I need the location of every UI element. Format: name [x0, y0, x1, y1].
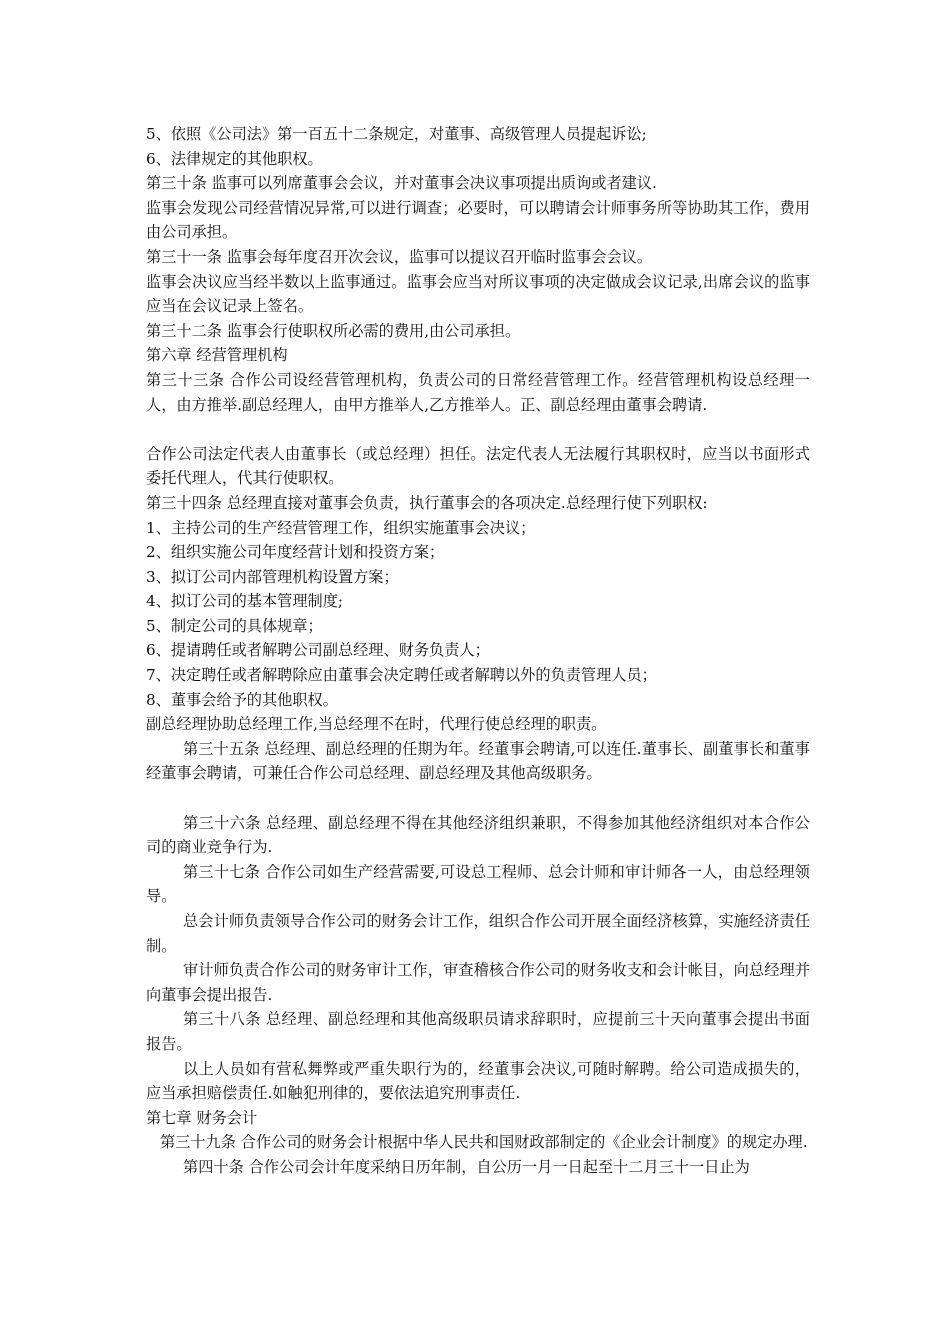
paragraph-20: 副总经理协助总经理工作,当总经理不在时，代理行使总经理的职责。: [146, 715, 607, 734]
list-item-1: 1、主持公司的生产经营管理工作，组织实施董事会决议；: [146, 518, 536, 537]
article-33: 第三十三条 合作公司设经营管理机构，负责公司的日常经营管理工作。经营管理机构设总经理一人，由方推举.副总经理人，由甲方推举人,乙方推举人。正、副总经理由董事会聘请.: [146, 370, 810, 414]
article-32: 第三十二条 监事会行使职权所必需的费用,由公司承担。: [146, 321, 521, 340]
article-34: 第三十四条 总经理直接对董事会负责，执行董事会的各项决定.总经理行使下列职权:: [146, 493, 708, 512]
article-30: 第三十条 监事可以列席董事会会议，并对董事会决议事项提出质询或者建议.: [146, 174, 657, 193]
paragraph-27: 以上人员如有营私舞弊或严重失职行为的，经董事会决议,可随时解聘。给公司造成损失的，应当承担赔偿责任.如触犯刑律的，要依法追究刑事责任.: [146, 1059, 810, 1103]
list-item-8: 8、董事会给予的其他职权。: [146, 690, 338, 709]
chapter-7-heading: 第七章 财务会计: [146, 1108, 258, 1127]
article-40: 第四十条 合作公司会计年度采纳日历年制，自公历一月一日起至十二月三十一日止为: [183, 1157, 750, 1176]
blank-line: [146, 786, 810, 811]
list-item-6: 6、提请聘任或者解聘公司副总经理、财务负责人；: [146, 641, 490, 660]
list-item-4: 4、拟订公司的基本管理制度;: [146, 592, 344, 611]
chapter-6-heading: 第六章 经营管理机构: [146, 346, 288, 365]
document-page: [146, 122, 810, 1180]
paragraph-6: 监事会决议应当经半数以上监事通过。监事会应当对所议事项的决定做成会议记录,出席会议的监事应当在会议记录上签名。: [146, 272, 810, 316]
paragraph-25: 审计师负责合作公司的财务审计工作，审查稽核合作公司的财务收支和会计帐目，向总经理并向董事会提出报告.: [146, 961, 810, 1004]
list-item-2: 2、组织实施公司年度经营计划和投资方案；: [146, 543, 445, 562]
paragraph-10: 合作公司法定代表人由董事长（或总经理）担任。法定代表人无法履行其职权时，应当以书面形式委托代理人，代其行使职权。: [146, 444, 810, 488]
blank-line: [146, 417, 810, 442]
paragraph-1: 5、依照《公司法》第一百五十二条规定，对董事、高级管理人员提起诉讼;: [146, 125, 647, 143]
list-item-5: 5、制定公司的具体规章；: [146, 616, 323, 635]
article-37: 第三十七条 合作公司如生产经营需要,可设总工程师、总会计师和审计师各一人，由总经理领导。: [146, 862, 810, 906]
paragraph-24: 总会计师负责领导合作公司的财务会计工作，组织合作公司开展全面经济核算，实施经济责任制。: [146, 912, 810, 955]
paragraph-4: 监事会发现公司经营情况异常,可以进行调查；必要时，可以聘请会计师事务所等协助其工作，费用由公司承担。: [146, 198, 810, 242]
article-39: 第三十九条 合作公司的财务会计根据中华人民共和国财政部制定的《企业会计制度》的规定办理.: [160, 1133, 808, 1152]
article-31: 第三十一条 监事会每年度召开次会议，监事可以提议召开临时监事会会议。: [146, 247, 653, 266]
article-35: 第三十五条 总经理、副总经理的任期为年。经董事会聘请,可以连任.董事长、副董事长和董事经董事会聘请，可兼任合作公司总经理、副总经理及其他高级职务。: [146, 739, 810, 783]
article-36: 第三十六条 总经理、副总经理不得在其他经济组织兼职，不得参加其他经济组织对本合作公司的商业竞争行为.: [146, 813, 810, 857]
article-38: 第三十八条 总经理、副总经理和其他高级职员请求辞职时，应提前三十天向董事会提出书面报告。: [146, 1010, 810, 1053]
list-item-3: 3、拟订公司内部管理机构设置方案；: [146, 567, 399, 586]
paragraph-2: 6、法律规定的其他职权。: [146, 149, 323, 168]
list-item-7: 7、决定聘任或者解聘除应由董事会决定聘任或者解聘以外的负责管理人员；: [146, 666, 657, 685]
